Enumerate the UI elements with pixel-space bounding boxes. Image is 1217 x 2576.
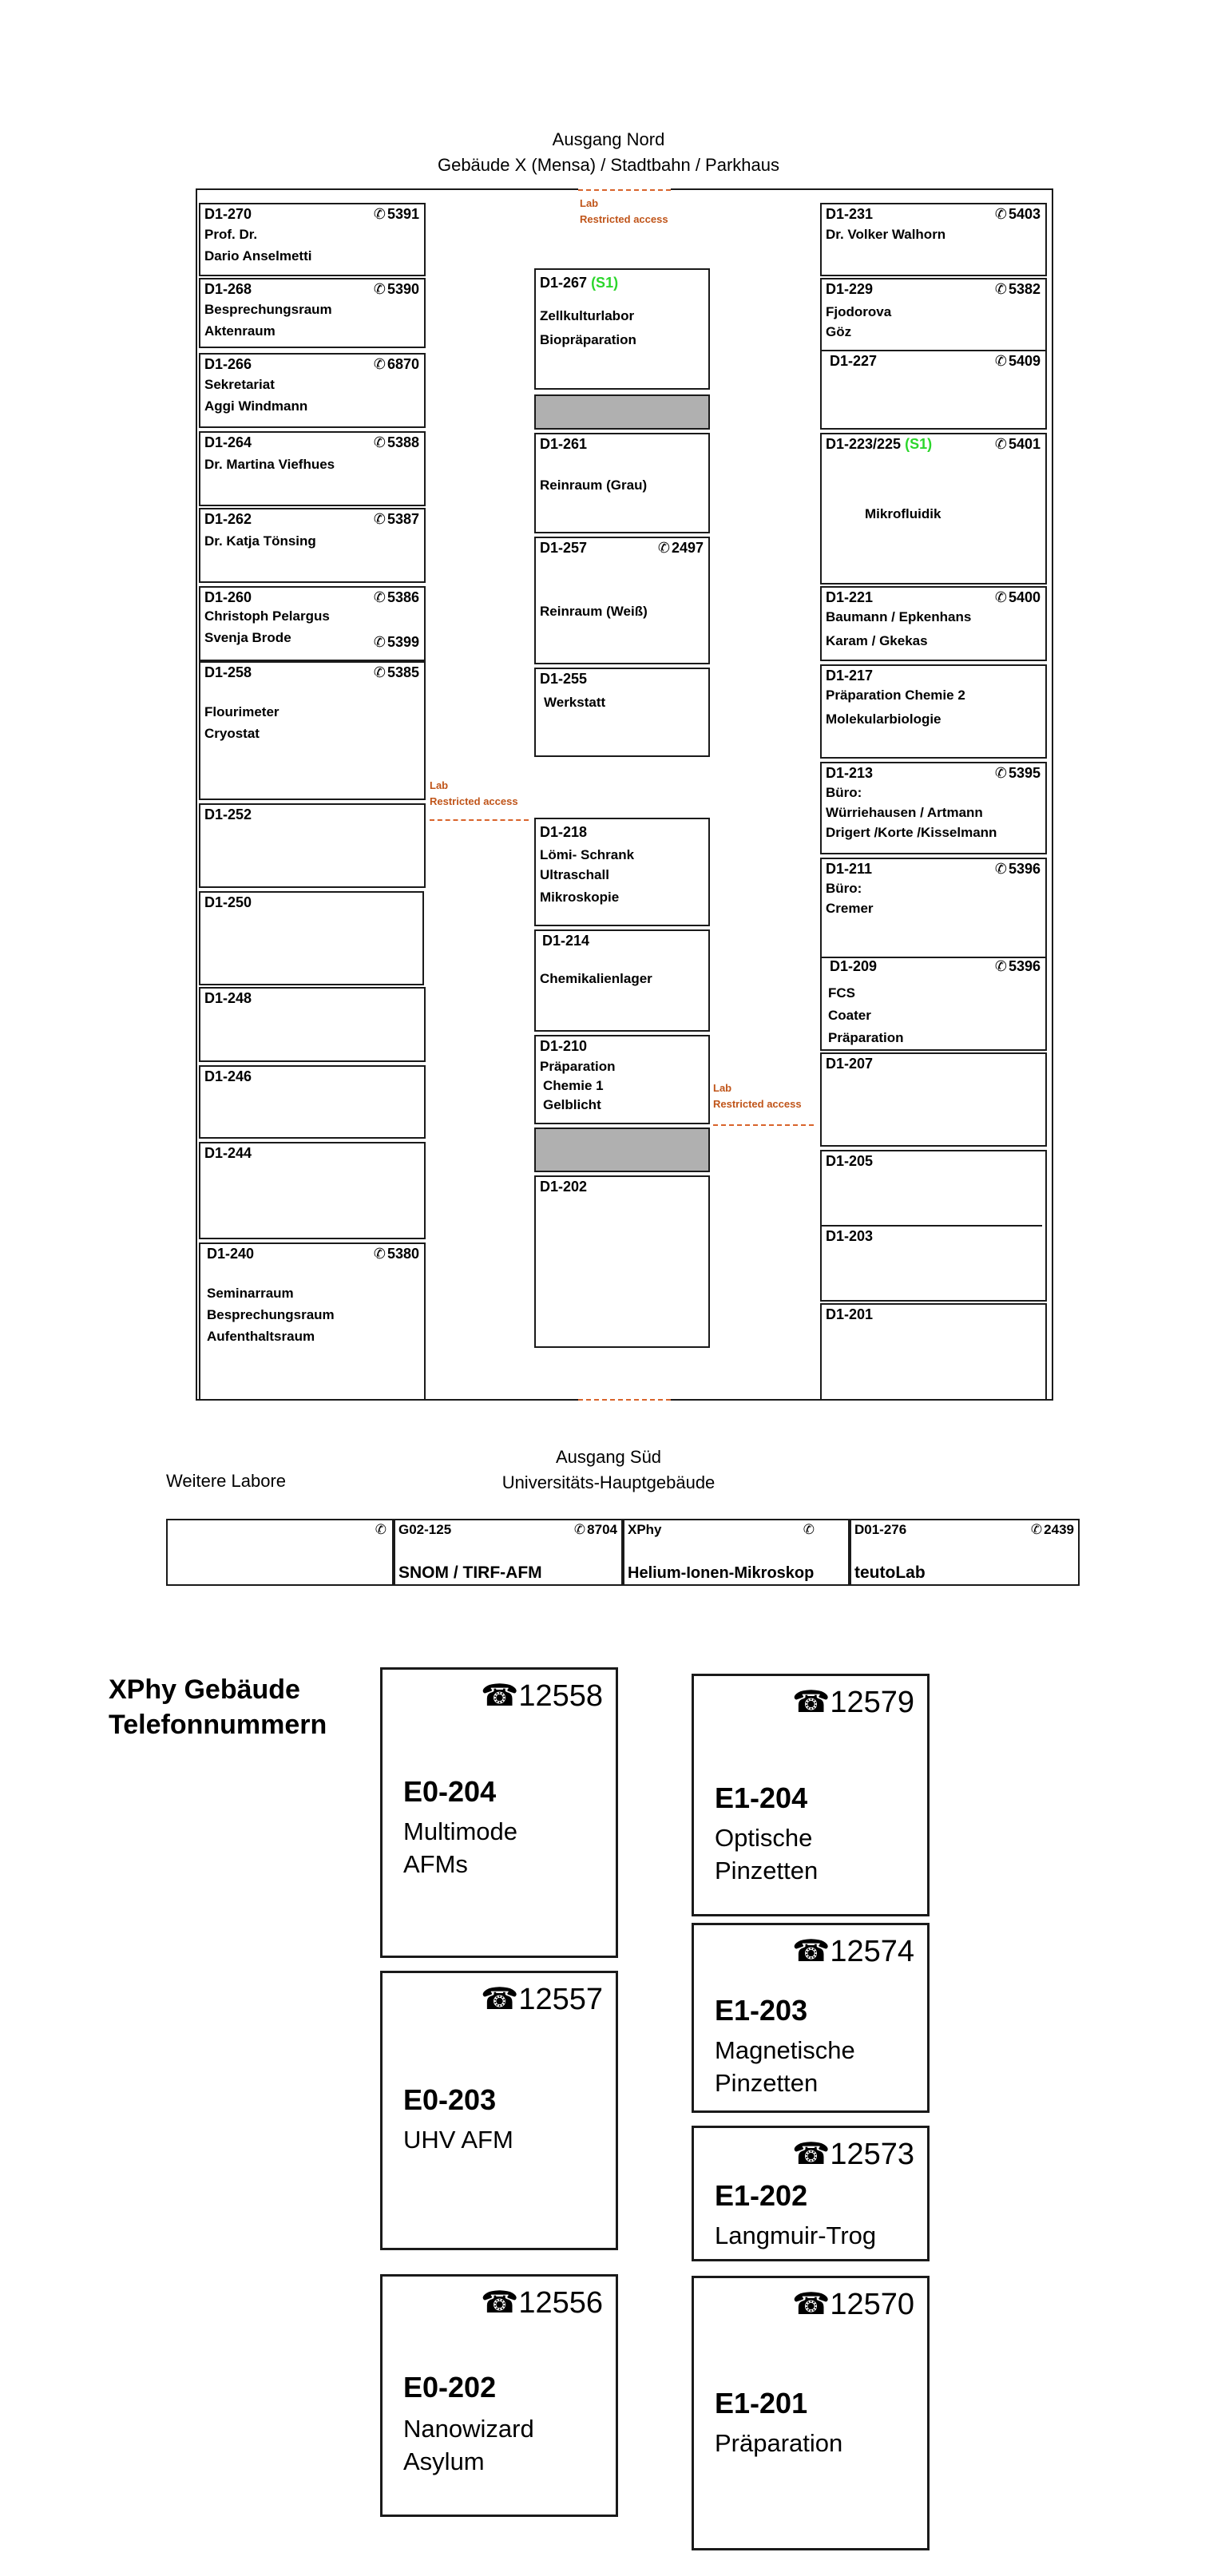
restricted-left-marker: [430, 819, 529, 821]
room-d1-214: [534, 929, 710, 1032]
room-id: D1-227: [830, 353, 878, 369]
room-id: D1-202: [540, 1179, 588, 1195]
room-line: Svenja Brode: [204, 630, 291, 645]
phone-icon: ☎: [480, 1983, 519, 2016]
phone-icon: ✆: [373, 634, 386, 650]
phone-icon: ✆: [657, 540, 670, 556]
phone-icon: ✆: [994, 281, 1007, 297]
room-d1-262: [199, 508, 426, 583]
room-line: Baumann / Epkenhans: [826, 609, 972, 624]
room-phone: ✆ 2497: [657, 540, 704, 556]
xphy-room-e1-204: [692, 1674, 930, 1916]
room-line: Büro:: [826, 881, 862, 896]
restricted-left-label: Lab Restricted access: [430, 779, 518, 807]
room-phone: ✆ 5401: [994, 436, 1041, 452]
lab-id: D01-276: [854, 1522, 907, 1537]
room-d1-240: [199, 1242, 426, 1401]
room-phone: ✆ 5409: [994, 353, 1041, 369]
phone-icon: ☎: [480, 2286, 519, 2320]
phone-icon: ✆: [994, 589, 1007, 605]
xphy-desc: Magnetische: [715, 2036, 855, 2064]
xphy-desc: Multimode: [403, 1817, 517, 1845]
room-line: Biopräparation: [540, 332, 636, 347]
room-d1-257: [534, 537, 710, 664]
room-line: Sekretariat: [204, 377, 275, 392]
xphy-desc: Pinzetten: [715, 1857, 819, 1884]
room-id: D1-203: [826, 1228, 874, 1244]
room-phone: ✆ 5386: [373, 589, 419, 605]
room-id: D1-240: [207, 1246, 255, 1262]
room-d1-266: [199, 353, 426, 428]
room-line: Coater: [828, 1008, 871, 1023]
xphy-desc: UHV AFM: [403, 2126, 513, 2154]
xphy-phone: ☎12573: [791, 2138, 914, 2171]
room-phone: ✆ 5395: [994, 765, 1041, 781]
room-line: Dario Anselmetti: [204, 248, 312, 264]
room-id: D1-229: [826, 281, 874, 297]
room-line: Cryostat: [204, 726, 260, 741]
other-lab-d01-276: [850, 1519, 1080, 1586]
room-line: Reinraum (Grau): [540, 478, 648, 493]
room-phone: ✆ 5390: [373, 281, 419, 297]
room-phone: ✆ 5396: [994, 861, 1041, 877]
phone-icon: ☎: [791, 2138, 830, 2171]
room-line: Präparation Chemie 2: [826, 688, 965, 703]
room-phone: ✆ 5380: [373, 1246, 419, 1262]
phone-icon: ✆: [373, 434, 386, 450]
exit-north-label: Ausgang Nord: [552, 129, 665, 149]
xphy-room-id: E0-204: [403, 1775, 497, 1808]
phone-icon: ✆: [373, 206, 386, 222]
room-line: Chemikalienlager: [540, 971, 652, 986]
room-line: Cremer: [826, 901, 874, 916]
shaft-gray-2: [534, 1127, 710, 1172]
room-line: Mikrofluidik: [865, 506, 941, 521]
room-id: D1-210: [540, 1038, 588, 1054]
xphy-room-e0-203: [380, 1971, 618, 2250]
room-d1-255: [534, 668, 710, 757]
phone-icon: ☎: [791, 1686, 830, 1719]
lab-phone: [375, 1522, 388, 1538]
lab-phone: ✆ 2439: [1030, 1522, 1074, 1537]
room-id: D1-231: [826, 206, 874, 222]
room-id: D1-262: [204, 511, 252, 527]
room-line: Reinraum (Weiß): [540, 604, 648, 619]
xphy-room-e0-202: [380, 2274, 618, 2517]
room-id: D1-252: [204, 806, 252, 822]
room-d1-246: [199, 1065, 426, 1139]
room-id: D1-248: [204, 990, 252, 1006]
room-d1-223-225: [820, 433, 1047, 585]
xphy-room-id: E0-203: [403, 2083, 497, 2116]
room-id: D1-218: [540, 824, 588, 840]
lab-id: XPhy: [628, 1522, 662, 1537]
xphy-phone: ☎12570: [791, 2288, 914, 2321]
xphy-desc: Asylum: [403, 2447, 485, 2475]
room-line: Lömi- Schrank: [540, 847, 635, 862]
phone-icon: ✆: [373, 281, 386, 297]
room-line: Gelblicht: [543, 1097, 601, 1112]
lab-id: G02-125: [398, 1522, 452, 1537]
room-id: D1-246: [204, 1068, 252, 1084]
north-building-label: Gebäude X (Mensa) / Stadtbahn / Parkhaus: [437, 155, 780, 175]
phone-icon: ✆: [373, 511, 386, 527]
room-d1-268: [199, 278, 426, 348]
restricted-right-marker: [713, 1124, 814, 1126]
xphy-phone: ☎12579: [791, 1686, 914, 1719]
room-line: Aggi Windmann: [204, 398, 308, 414]
room-line: Präparation: [540, 1059, 616, 1074]
xphy-room-id: E1-201: [715, 2387, 808, 2419]
xphy-room-e1-202: [692, 2126, 930, 2261]
room-line: Aufenthaltsraum: [207, 1329, 315, 1344]
room-phone: ✆ 5400: [994, 589, 1041, 605]
phone-icon: ✆: [1030, 1522, 1043, 1537]
room-id: D1-257: [540, 540, 588, 556]
room-line: Karam / Gkekas: [826, 633, 928, 648]
room-line: Dr. Martina Viefhues: [204, 457, 335, 472]
phone-icon: ☎: [791, 1935, 830, 1968]
partition-line: [822, 1225, 1042, 1227]
phone-icon: ✆: [994, 958, 1007, 974]
xphy-phone: ☎12558: [480, 1679, 603, 1713]
room-d1-217: [820, 664, 1047, 759]
other-lab-xphy: [623, 1519, 850, 1586]
room-line: Flourimeter: [204, 704, 279, 719]
room-id: D1-213: [826, 765, 874, 781]
xphy-room-id: E1-204: [715, 1781, 808, 1814]
xphy-room-id: E1-202: [715, 2179, 808, 2212]
room-id: D1-266: [204, 356, 252, 372]
phone-icon: ☎: [480, 1679, 519, 1713]
room-d1-213: [820, 762, 1047, 854]
phone-icon: ✆: [375, 1522, 387, 1537]
room-d1-218: [534, 818, 710, 926]
other-lab-g02-125: [394, 1519, 623, 1586]
room-id: D1-267 (S1): [540, 275, 619, 291]
xphy-room-id: E0-202: [403, 2371, 497, 2404]
shaft-gray-1: [534, 394, 710, 430]
lab-name: teutoLab: [854, 1563, 926, 1582]
room-line: Seminarraum: [207, 1286, 294, 1301]
lab-name: SNOM / TIRF-AFM: [398, 1563, 542, 1582]
room-line: Molekularbiologie: [826, 711, 941, 727]
room-d1-210: [534, 1035, 710, 1124]
room-d1-231: [820, 203, 1047, 276]
room-phone: ✆ 5387: [373, 511, 419, 527]
room-id: D1-211: [826, 861, 873, 877]
phone-icon: ✆: [373, 589, 386, 605]
room-phone: ✆ 5388: [373, 434, 419, 450]
phone-icon: ☎: [791, 2288, 830, 2321]
xphy-phone: ☎12556: [480, 2286, 603, 2320]
room-line: Besprechungsraum: [204, 302, 332, 317]
room-d1-260: [199, 586, 426, 661]
south-door-marker: [578, 1399, 671, 1401]
room-line: Aktenraum: [204, 323, 276, 339]
room-id: D1-201: [826, 1306, 874, 1322]
room-d1-201: [820, 1303, 1047, 1401]
room-id: D1-205: [826, 1153, 874, 1169]
xphy-room-e1-203: [692, 1923, 930, 2113]
phone-icon: ✆: [994, 436, 1007, 452]
room-line: Dr. Katja Tönsing: [204, 533, 316, 549]
restricted-north-label: Lab Restricted access: [580, 197, 668, 225]
room-phone: ✆ 5396: [994, 958, 1041, 974]
room-d1-267: [534, 268, 710, 390]
room-phone: ✆ 5382: [994, 281, 1041, 297]
phone-icon: ✆: [994, 353, 1007, 369]
room-id: D1-209: [830, 958, 878, 974]
phone-icon: ✆: [373, 664, 386, 680]
phone-icon: ✆: [994, 861, 1007, 877]
room-id: D1-221: [826, 589, 874, 605]
room-d1-229: [820, 278, 1047, 351]
xphy-desc: AFMs: [403, 1850, 468, 1878]
room-id: D1-244: [204, 1145, 252, 1161]
room-id: D1-217: [826, 668, 874, 684]
room-line: Fjodorova: [826, 304, 892, 319]
phone-icon: ✆: [573, 1522, 586, 1537]
room-id: D1-207: [826, 1056, 874, 1072]
xphy-room-e1-201: [692, 2276, 930, 2550]
room-id: D1-268: [204, 281, 252, 297]
room-d1-207: [820, 1052, 1047, 1147]
room-d1-250: [199, 891, 424, 985]
room-d1-270: [199, 203, 426, 276]
room-d1-258: [199, 661, 426, 800]
room-line: FCS: [828, 985, 855, 1001]
room-id: D1-250: [204, 894, 252, 910]
room-d1-221: [820, 586, 1047, 661]
room-line: Zellkulturlabor: [540, 308, 635, 323]
room-id: D1-255: [540, 671, 588, 687]
room-line: Büro:: [826, 785, 862, 800]
room-id: D1-258: [204, 664, 252, 680]
more-labs-label: Weitere Labore: [166, 1471, 287, 1491]
room-line: Würriehausen / Artmann: [826, 805, 983, 820]
xphy-desc: Nanowizard: [403, 2415, 534, 2443]
xphy-desc: Pinzetten: [715, 2069, 819, 2097]
room-line: Besprechungsraum: [207, 1307, 335, 1322]
xphy-desc: Präparation: [715, 2429, 843, 2457]
room-id: D1-214: [542, 933, 590, 949]
xphy-phone: ☎12574: [791, 1935, 914, 1968]
lab-name: Helium-Ionen-Mikroskop: [628, 1564, 815, 1582]
room-line: Göz: [826, 324, 852, 339]
south-building-label: Universitäts-Hauptgebäude: [501, 1472, 716, 1492]
room-d1-264: [199, 431, 426, 506]
xphy-room-id: E1-203: [715, 1994, 808, 2027]
north-door-marker: [578, 189, 671, 191]
room-line: Christoph Pelargus: [204, 608, 330, 624]
phone-icon: ✆: [373, 1246, 386, 1262]
room-d1-211-209: [820, 858, 1047, 1051]
room-phone: ✆ 5391: [373, 206, 419, 222]
room-d1-227: [820, 350, 1047, 430]
lab-phone: [803, 1522, 816, 1538]
xphy-title: XPhy Gebäude Telefonnummern: [109, 1674, 327, 1740]
phone-icon: ✆: [994, 765, 1007, 781]
room-id: D1-264: [204, 434, 252, 450]
room-d1-202: [534, 1175, 710, 1348]
room-line: Chemie 1: [543, 1078, 604, 1093]
room-phone: ✆ 5385: [373, 664, 419, 680]
room-line: Werkstatt: [544, 695, 606, 710]
phone-icon: ✆: [994, 206, 1007, 222]
s1-badge: (S1): [591, 275, 619, 291]
room-id: D1-260: [204, 589, 252, 605]
room-d1-244: [199, 1142, 426, 1239]
room-d1-248: [199, 987, 426, 1062]
xphy-desc: Optische: [715, 1824, 813, 1852]
room-phone: ✆ 5403: [994, 206, 1041, 222]
room-line: Präparation: [828, 1030, 904, 1045]
xphy-desc: Langmuir-Trog: [715, 2221, 877, 2249]
phone-icon: ✆: [373, 356, 386, 372]
room-d1-205-203: [820, 1150, 1047, 1302]
room-id: D1-261: [540, 436, 588, 452]
xphy-phone: ☎12557: [480, 1983, 603, 2016]
room-d1-261: [534, 433, 710, 533]
room-id: D1-223/225 (S1): [826, 436, 933, 452]
exit-south-label: Ausgang Süd: [555, 1447, 662, 1467]
phone-icon: ✆: [803, 1522, 815, 1537]
room-line: Mikroskopie: [540, 890, 620, 905]
room-id: D1-270: [204, 206, 252, 222]
room-phone-2: ✆ 5399: [373, 634, 419, 650]
room-phone: ✆ 6870: [373, 356, 419, 372]
lab-phone: ✆ 8704: [573, 1522, 617, 1537]
room-d1-252: [199, 803, 426, 888]
room-line: Prof. Dr.: [204, 227, 258, 242]
room-line: Dr. Volker Walhorn: [826, 227, 946, 242]
xphy-room-e0-204: [380, 1667, 618, 1958]
other-lab-empty: [166, 1519, 394, 1586]
room-line: Ultraschall: [540, 867, 609, 882]
restricted-right-label: Lab Restricted access: [713, 1082, 802, 1110]
s1-badge: (S1): [905, 436, 933, 452]
room-line: Drigert /Korte /Kisselmann: [826, 825, 997, 840]
